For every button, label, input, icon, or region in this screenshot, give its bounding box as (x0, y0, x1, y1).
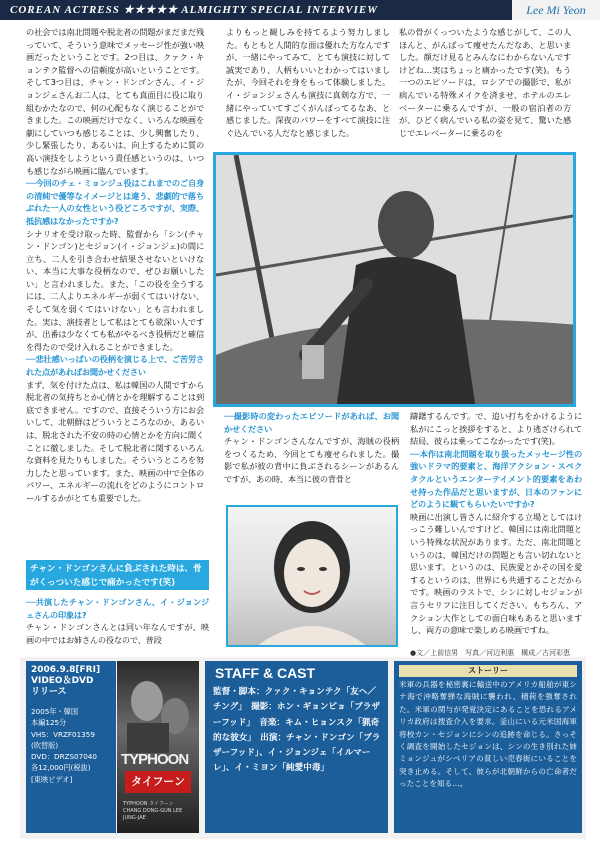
staff-cast-box (205, 661, 388, 833)
header-actress-name: Lee Mi Yeon (512, 0, 600, 20)
release-detail: 本編125分 (31, 718, 67, 728)
article-column-3-lower (410, 410, 582, 637)
release-date: 2006.9.8[FRI] (31, 665, 101, 675)
actress-portrait (226, 505, 398, 647)
article-paragraph: チャン・ドンゴンさんとは同い年なんですが、映画の中ではお姉さんの役なので、普段 (26, 622, 209, 645)
pull-quote: チャン・ドンゴンさんに負ぶされた時は、骨がくっついた感じで痛かったです(笑) (26, 560, 209, 590)
article-paragraph: 私の骨がくっついたような感じがして、この人ほんと、がんばって痩せたんだなあ、と思いました。顔だけ見るとみんなにわからないんですけどね…実はちょっと痛かったです(笑)。もう一つのエピソードは、ロシアでの撮影で、私が病んでいる特殊メイクを済ませ、ホテルのエレベーターに乗るんですが、一般の宿泊者の方が、ひどく病んでいる私の姿を見て、驚いた感じでエレベーターに乗るのを (399, 27, 571, 138)
article-column-2-lower (224, 410, 399, 486)
magazine-header (0, 0, 600, 20)
staff-cast-body: 監督・脚本：クァク・キョンテク「友へ／チング」 撮影：ホン・ギョンピョ「ブラザーフッド」 音楽：キム・ヒョンスク「猟奇的な彼女」 出演：チャン・ドンゴン「ブラザーフッド」、イ・ジョンジェ「イルマーレ」、イ・ミヨン「純愛中毒」 (213, 687, 381, 774)
story-body: 米軍の兵器を秘密裏に輸送中のアメリカ船舶が東シナ海で沖略奪弾な海賊に襲われ、積荷を強奪された。米軍の関与が発覚決定にあることを恐れるアメリカ政府は捜査介入を要求。釜山にいる元米国海軍将校カン・セジョンにシンの追跡を命じる。さっそく調査を開始したセジョンは、シンの生き別れた姉ミョンジュがシベリアの貧しい売春街にいることを突き止める。そして、彼らが北朝鮮からの亡命者だったことを知る…。 (399, 680, 577, 789)
article-paragraph: シナリオを受け取った時、監督から「シン(チャン・ドンゴン)とセジョン(イ・ジョンジェ)の間に立ち、二人を引き合わせ結果させないといけない、本当に大事な役柄なので、ぜひお願いしたい」と言われました。また、「この役を全うするには、二人よりエネルギーが弱くてはいけない、そして気を弱くてはいけない」とも言われました。実は、演技者として私はとても欲深い人ですが、出番は少なくても私がやるべき役柄だと確信を得たので受け入れることができました。 (26, 228, 204, 352)
release-detail: 各12,000円(税抜) (31, 763, 91, 773)
article-paragraph: 映画に出演し皆さんに紹介する立場としてはけっこう難しいんですけど、韓国には南北問題という特殊な状況があります。ただ、南北問題というのは、韓国だけの問題とも言い切れないと思います。というのは、民族愛とかその国を愛するというのは、世界にも共通することだからです。映画のラストで、シンに対しセジョンが言うセリフに注目してください。もちろん、アクション大作としての面白味もあると思いますし、両方の意味で楽しめる映画ですね。 (410, 511, 582, 636)
credits-line: ●文／上前信男 写真／河辺利惠 構成／古河彩恵 (410, 649, 571, 657)
interview-question: ──撮影時の変わったエピソードがあれば、お聞かせください (224, 411, 399, 434)
article-paragraph: の社会では南北問題や脱北者の問題がまだまだ残っていて、そういう意味でメッセージ性が強い映画だったということです。2つ目は、クァク・キョンテク監督への信頼度が高いということです。そして3つ目は、チャン・ドンゴンさん、イ・ジョンジェさんお二人は、とても真面目に役に取り組むかたなので、何の心配もなく演じることができました。この映画だけでなく、いろんな映画を劇にしていつも感じることは、少し興奮したり、少し緊張したり、あるいは、向上するために質の高い演技をしようという責任感というのは、いつも感じながら映画に臨んでいます。 (26, 27, 204, 176)
release-detail: [東映ビデオ] (31, 774, 73, 784)
release-format: VIDEO＆DVD (31, 676, 94, 686)
actor-photo (213, 152, 576, 407)
dvd-release-box (26, 661, 116, 833)
ship-scene-illustration (216, 155, 576, 407)
release-detail: 2005年・韓国 (31, 707, 79, 716)
story-heading: ストーリー (399, 665, 577, 677)
interview-question: ──共演したチャン・ドンゴンさん、イ・ジョンジェさんの印象は? (26, 597, 209, 620)
release-label: リリース (31, 687, 67, 697)
article-column-2 (226, 26, 390, 139)
article-column-3 (399, 26, 571, 139)
interview-question: ──悲壮感いっぱいの役柄を演じる上で、ご苦労された点があればお聞かせください (26, 354, 204, 378)
cover-subtitle: タイフーン (125, 771, 191, 793)
release-detail: (吹替版) (31, 740, 59, 750)
interview-question: ──本作は南北問題を取り扱ったメッセージ性の強いドラマ的要素と、海洋アクション・スペクタクルというエンターテイメント的要素をあわせ持った作品だと思いますが、日本のファンにどのように観てもらいたいですか? (410, 448, 582, 510)
header-section-title: COREAN ACTRESS ★★★★★ ALMIGHTY SPECIAL INTERVIEW (10, 4, 379, 16)
dvd-cover-image (117, 661, 199, 833)
article-paragraph: よりもっと観しみを持てるよう努力しました。もともと人間的な面は優れた方なんですが、一緒にやってみて、とても演技に対して誠実であり、人柄もいいとわかってはいましたが、今回それを身をもって体験しました。イ・ジョンジェさんも演技に真剣な方で、一緒にやっていてすごくがんばってるなあ、と感じました。深夜のパワーをすべて演技に注ぐ込んでいる人だなと感じました。 (226, 27, 390, 138)
article-paragraph: まず、気を付けた点は、私は韓国の人間ですから脱北者の気持ちとか心情とかを理解することは到底できません。ですので、直接そういう方にお会いして、北朝鮮はどういうところなのか、あるいは、脱北された不安の時の心情とかを方向に聞くことに徹しました。そして脱北者に関するいろんな資料を見たりもしました。そういうところを努力したと思っています。また、映画の中で全体のパワー、エネルギーの流れをどのようにコントロールするかがとても重要でした。 (26, 379, 204, 503)
cover-caption: TYPHOON タイフーン CHANG DONG-GUN LEE JUNG-JAE (123, 801, 183, 821)
article-column-1 (26, 26, 204, 505)
staff-cast-heading: STAFF & CAST (215, 665, 316, 681)
portrait-illustration (228, 507, 396, 645)
release-detail: DVD：DRZS07040 (31, 752, 97, 762)
article-column-1-lower (26, 596, 209, 646)
cover-title: TYPHOON (121, 751, 189, 768)
article-paragraph: 躊躇するんです。で、追い打ちをかけるように私がにこっと挨拶をすると、より逃ざけられて結局、彼らは乗ってこなかったです(笑)。 (410, 411, 582, 447)
article-paragraph: チャン・ドンゴンさんなんですが、海賊の役柄をつくるため、今回とても痩せられました。撮影で私が彼の背中に負ぶされるシーンがあるんですが、あの時、本当に彼の背骨と (224, 436, 399, 484)
interview-question: ──今回のチェ・ミョンジュ役はこれまでのご自身の清純で優等なイメージとは違う、悲劇的で落ちぶれた一人の女性という役どころですが、実際、抵抗感はなかったですか? (26, 178, 204, 226)
story-box (394, 661, 582, 833)
release-detail: VHS：VRZF01359 (31, 729, 95, 739)
